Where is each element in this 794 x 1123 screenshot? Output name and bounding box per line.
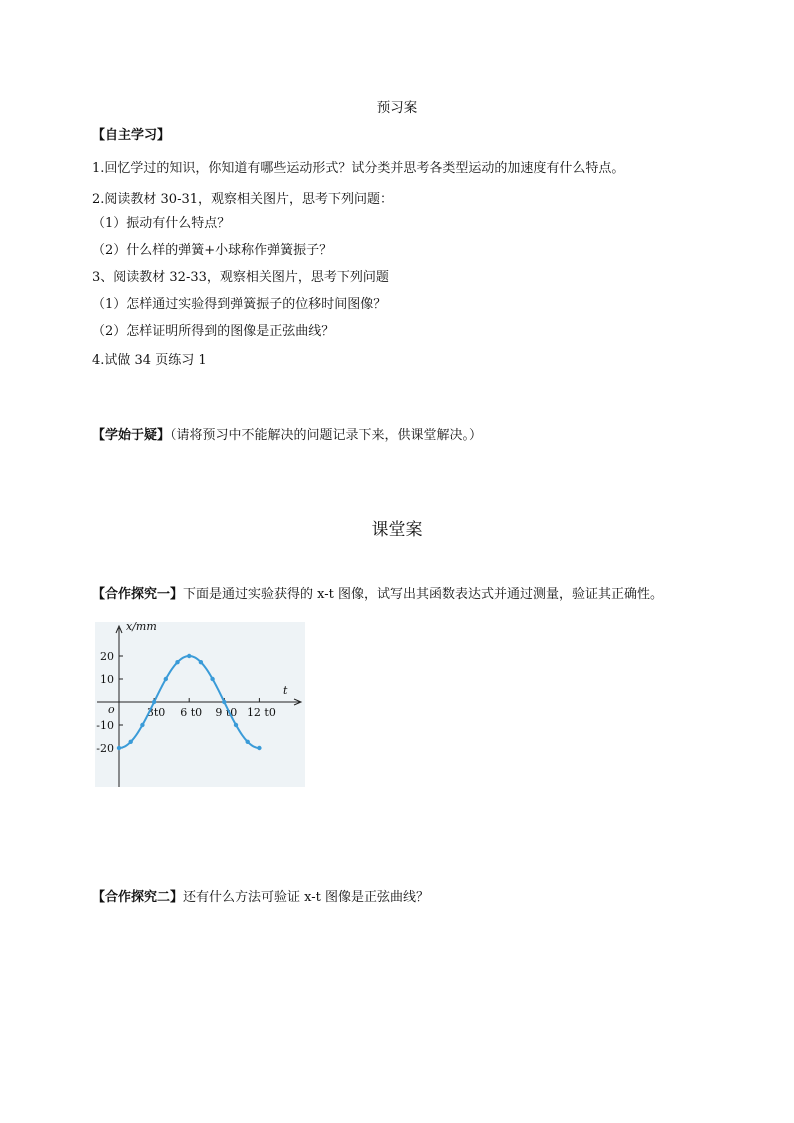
data-point bbox=[129, 740, 133, 744]
data-point bbox=[187, 654, 191, 658]
explore-2-text: 还有什么方法可验证 x-t 图像是正弦曲线？ bbox=[183, 890, 430, 905]
x-tick-label: 3t0 bbox=[146, 706, 166, 719]
chart-background bbox=[95, 622, 305, 787]
doubt-heading: 【学始于疑】 bbox=[92, 428, 171, 443]
x-tick-label: 6 t0 bbox=[180, 706, 203, 719]
explore-1-heading: 【合作探究一】 bbox=[92, 587, 184, 602]
data-point bbox=[257, 746, 261, 750]
data-point bbox=[199, 660, 203, 664]
y-tick-label: -10 bbox=[96, 719, 114, 732]
data-point bbox=[222, 700, 226, 704]
xt-chart bbox=[95, 622, 305, 787]
data-point bbox=[175, 660, 179, 664]
question-2-1: （1）振动有什么特点？ bbox=[92, 216, 231, 231]
explore-1 bbox=[92, 583, 663, 602]
data-point bbox=[117, 746, 121, 750]
question-4: 4.试做 34 页练习 1 bbox=[92, 353, 207, 368]
question-3-1: （1）怎样通过实验得到弹簧振子的位移时间图像？ bbox=[92, 297, 387, 312]
question-2: 2.阅读教材 30-31，观察相关图片，思考下列问题： bbox=[92, 192, 394, 207]
explore-2 bbox=[92, 886, 429, 905]
origin-label: o bbox=[108, 703, 115, 716]
x-tick-label: 9 t0 bbox=[215, 706, 238, 719]
self-study-heading: 【自主学习】 bbox=[92, 128, 171, 143]
doubt-section bbox=[92, 424, 482, 443]
data-point bbox=[246, 740, 250, 744]
data-point bbox=[234, 723, 238, 727]
classroom-title: 课堂案 bbox=[371, 520, 423, 540]
doubt-text: （请将预习中不能解决的问题记录下来，供课堂解决。） bbox=[170, 428, 483, 443]
x-axis-label: t bbox=[283, 684, 288, 697]
data-point bbox=[210, 677, 214, 681]
question-2-2: （2）什么样的弹簧+小球称作弹簧振子？ bbox=[92, 243, 333, 258]
y-tick-label: 20 bbox=[100, 650, 114, 663]
question-3-2: （2）怎样证明所得到的图像是正弦曲线？ bbox=[92, 324, 335, 339]
x-tick-label: 12 t0 bbox=[246, 706, 276, 719]
question-1: 1.回忆学过的知识，你知道有哪些运动形式？试分类并思考各类型运动的加速度有什么特点。 bbox=[92, 161, 625, 176]
y-axis-label: x/mm bbox=[126, 622, 157, 633]
explore-2-heading: 【合作探究二】 bbox=[92, 890, 184, 905]
preview-title: 预习案 bbox=[376, 100, 418, 116]
y-tick-label: 10 bbox=[100, 673, 114, 686]
y-tick-label: -20 bbox=[96, 742, 114, 755]
data-point bbox=[152, 700, 156, 704]
data-point bbox=[140, 723, 144, 727]
explore-1-text: 下面是通过实验获得的 x-t 图像，试写出其函数表达式并通过测量，验证其正确性。 bbox=[183, 587, 664, 602]
question-3: 3、阅读教材 32-33，观察相关图片，思考下列问题 bbox=[92, 270, 389, 285]
data-point bbox=[164, 677, 168, 681]
